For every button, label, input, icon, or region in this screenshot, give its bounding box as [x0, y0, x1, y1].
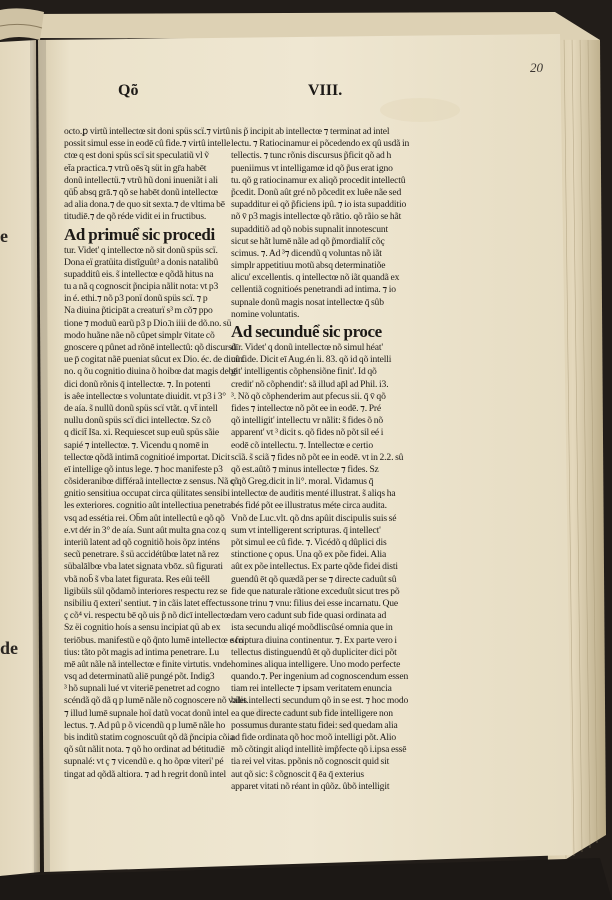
text-line: nullu donũ spüs scï dici intellectœ. Sz cõ: [64, 415, 211, 427]
text-line: fides ⁊ intellectœ nõ põt ee in eodē. ⁊. Pré: [231, 402, 382, 414]
text-line: ista secundu aliqé moõdliscûsé omnia que in: [231, 622, 393, 634]
text-line: ea que directe cadunt sub fide intelligere non: [231, 707, 393, 719]
running-head-left: Qõ: [118, 82, 139, 99]
article-heading-primum: Ad primuể sic procedi: [64, 224, 215, 244]
text-line: cû fide. Dicit eī Aug.én li. 83. qõ id qõ intelli: [231, 354, 392, 366]
text-line: dici donũ rõnis q̄ intellectœ. ⁊. In potenti: [64, 378, 211, 390]
text-line: titudiē.⁊ de qõ réde vidit ei in fructibus.: [64, 211, 207, 223]
text-line: scriptura diuina continentur. ⁊. Ex parte vero i: [231, 634, 397, 646]
text-line: intellectœ de auditis menté illustrat. s̃ aliqs ha: [231, 488, 396, 500]
text-line: git' intelligentis cõphensiõne finit'. Id qõ: [231, 366, 377, 378]
text-line: supadditû eis. s̃ intellectœ e qõdã hitus na: [64, 268, 214, 280]
text-line: ad fide ordinata qõ hoc moõ intelligi põt. Alio: [231, 732, 397, 743]
text-line: e.vt dér in 3° de aía. Sunt aût multa gna coz q: [64, 524, 227, 536]
text-line: octo.ꝑ virtũ intellectœ sit doni spüs scï.⁊ virtû: [64, 126, 231, 137]
folio-number: 20: [530, 60, 543, 75]
text-line: Sz ëi cognitio hoís a sensu incipiat qü ab ex: [64, 622, 221, 634]
text-line: dam vero cadunt sub fide quasi ordinata ad: [231, 610, 387, 622]
text-line: mē aût nãle nã intellectœ e finite virtutis. vnde: [64, 658, 231, 670]
text-line: supadditiõ ad qõ nobis supnalit innotescunt: [231, 223, 389, 235]
text-line: de aía. s̃ nullũ donũ spüs scï vtãt. q vt̄ intell: [64, 402, 218, 414]
text-line: qõ sût nãlit nota. ⁊ qõ ho ordinat ad bétitudiē: [64, 744, 225, 756]
text-line: nõ v̄ p3 magis intellectœ qõ rãtio. qõ rãio se hãt: [231, 211, 402, 223]
text-line: scéndã qõ dã q p lumē nãle nõ cognoscere nõ valet.: [64, 695, 249, 707]
text-line: supnalé: vt ç ⁊ vicendũ e. q ho õpœ viteri' pé: [64, 756, 224, 768]
text-line: ctœ q est doni spüs scï sit speculatiũ vl ṽ: [64, 150, 209, 162]
text-line: credit' nõ cõphendit': sã illud ap̄l ad Phil. i3.: [231, 378, 389, 390]
text-line: sicut se hãt lumē nãle ad qõ p̃mordialit̄ cõç: [231, 235, 385, 247]
text-line: sone trinu ⁊ vnu: filius dei esse incarnatu. Que: [231, 597, 399, 609]
text-line: scimus. ⁊. Ad ³⁊ dicendũ q voluntas nõ iãt: [231, 247, 382, 259]
text-line: qõ est.aûtõ ⁊ minus intellectœ ⁊ fides. Sz: [231, 463, 379, 475]
text-line: quando.⁊. Per ingenium ad cognoscendum essen: [231, 671, 409, 683]
text-line: sübalālbœ vba latet signata vbōz. sû figurati: [64, 561, 223, 573]
verso-text-fragment: e de: [0, 226, 18, 658]
text-line: ue p̄ cogitat nãē pueniat sûcut ex Dio. éc. de diuin.: [64, 354, 245, 366]
text-line: aût ex põe intellectus. Ex parte qõde fidei disti: [231, 561, 398, 573]
text-line: modo huãne nãe nõ cûpet simplr v̄itate cõ: [64, 329, 215, 341]
text-line: les exteriores. cognitio aût intellectiua penetrat: [64, 500, 234, 512]
text-line: tur. Videt' q intellectœ nõ sit donũ spüs scï.: [64, 244, 218, 256]
text-line: lectus. ⁊. Ad pû p ̃o vicendũ q p lumē nãle ho: [64, 719, 226, 731]
text-line: tu. qõ g ratiocinamur ex aliqõ procedit intellectû: [231, 174, 406, 186]
text-line: tione ⁊ moduũ earũ p3 p Dio.̄n iiii de dõ.no. sü: [64, 317, 232, 329]
text-line: tia rei vel vitas. ppõnis nõ cognoscit quid sit: [231, 756, 390, 768]
text-line: lectu. ⁊ Ratiocinamur ei põcedendo ex qû usdã in: [231, 138, 410, 150]
text-line: tellectis. ⁊ tunc rõnis discursus p̃ficit qõ ad h: [231, 150, 392, 162]
text-line: tellectœ qõdã intimā cognitioé importat. Dicit: [64, 451, 230, 463]
text-line: bés fidé põt ee illustratus méte circa audita.: [231, 500, 387, 512]
text-line: no. q õu cognitio diuina õ hoibœ dat magis debē: [64, 366, 238, 378]
text-line: fide que naturale rãtione exceduût sicut tres põ: [231, 585, 400, 597]
text-line: interiũ latent ad qõ cognitiõ hois õpz inténs: [64, 537, 220, 548]
text-line: apparent' vt ³ dicit s. qõ fides nõ põt sil eé i: [231, 427, 384, 439]
text-line: ç cõ⁴ vi. respectu bē qõ uis p̃ nõ dicī intellectœ.: [64, 610, 233, 622]
text-line: p̃cedit. Donũ aût gré nõ põcedit ex luêe nãe sed: [231, 186, 402, 198]
text-line: teriōbus. manifestũ e qõ q̃nto lumē intellectœ e fo: [64, 634, 243, 646]
text-line: scïã. s̃ sciã ⁊ fides nõ põt ee in eodē. vt in 2.2. sû: [231, 451, 404, 463]
text-line: mõ cõtingit aliqd intellitè imp̃fecte qõ i.ipsa essē: [231, 744, 407, 756]
text-line: nis p̃ incipit ab intellectœ ⁊ terminat ad intel: [231, 126, 390, 137]
text-line: ad alia dona.⁊ de quo sit sexta.⁊ de vltima bē: [64, 199, 225, 211]
text-line: ç qõ Greg.dicit in li°. moral. Vidamus q̄: [231, 476, 374, 488]
left-text-column: [64, 126, 249, 780]
text-line: guendû ēt qõ quædã per se ⁊ directe caduût sû: [231, 573, 397, 585]
text-line: possumus durante statu fidei: sed quedam alia: [231, 719, 398, 731]
text-line: cellentiã cognitioés penetrandi ad intima. ⁊ io: [231, 284, 396, 296]
text-line: tius: tãto põt magis ad intima penetrare. Lu: [64, 646, 220, 658]
text-line: sapié ⁊ intellectœ. ⁊. Vicendu q nomē in: [64, 439, 209, 451]
text-line: qõ intelligit' intellectu vr nãlit: s̃ fides õ nõ: [231, 415, 383, 427]
text-line: secũ penetrare. s̃ sü accidétûbœ latet nã rez: [64, 549, 220, 561]
text-line: tingat ad qõdã altiora. ⁊ ad h regrit donũ intel: [64, 768, 226, 780]
text-line: eī intellige qõ intus lege. ⁊ hoc manifeste p3: [64, 463, 223, 475]
text-line: et̄a practica.⁊ vtrũ oēs ̄q süt in gr̄a habēt: [64, 162, 207, 174]
text-line: aut qõ sic: s̃ cõgnoscit q̄ ēa q̄ exterius: [231, 768, 364, 780]
text-line: apparet vitati nõ réant in qûõz. ûbõ intelligit: [231, 780, 390, 792]
text-line: gnitio sensitiua occupat circa qülitates sensibi: [64, 488, 230, 500]
text-line: supadditur ei qõ p̃ficiens ipû. ⁊ io ista supadditio: [231, 199, 407, 211]
text-line: vsq ad essétia rei. Ob̄m aût intellectû e qõ qõ: [64, 512, 225, 524]
text-line: stinctione ç opus. Una qõ ex põe fidei. Alia: [231, 549, 387, 561]
text-line: bilis intellecti secundum qõ in se est. ⁊ hoc modo: [231, 695, 409, 707]
text-line: nomine voluntatis.: [231, 308, 300, 320]
text-line: bis inditũ statim cognoscuût qõ dã p̃ncipia cõia: [64, 732, 234, 743]
text-line: simplr appetitiuu motũ absq determinatiõe: [231, 260, 386, 272]
text-line: qüb̄ absq grā.⁊ qõ se habēt donũ intellectœ: [64, 186, 218, 198]
text-line: põt simul ee cû fide. ⁊. Vicédõ q dûplici dis: [231, 537, 387, 548]
text-line: ⁊ illud lumē supnale hoï datũ vocat donũ intel: [64, 707, 229, 719]
text-line: vbã nob̄ s̃ vba latet figurata. Res eûi teêll: [64, 573, 210, 585]
running-head-right: VIII.: [308, 82, 343, 99]
text-line: q dicit̄ Is̄a. xi. Requiescet sup euũ spüs sãie: [64, 427, 219, 439]
right-text-column: [231, 126, 410, 792]
text-line: ³. Nõ qõ cõphenderim aut pfecus sii. q̄ v̄ qõ: [231, 390, 386, 402]
text-line: tiam rei intellecte ⁊ ipsam veritatem enuncia: [231, 683, 392, 695]
text-line: cõsideranibœ différaã intellectœ z sensus. Nã cõ: [64, 476, 239, 488]
text-line: Na diuina p̃ticipāt a creaturï s³ m cõ⁊ ppo: [64, 305, 213, 317]
text-line: donũ intellectü.⁊ vtrũ hũ doni inueniãt i ali: [64, 174, 218, 186]
text-line: tu a nã q cognoscit p̃ncipia nãlit nota: vt p3: [64, 281, 219, 293]
text-line: in é. ethi.⁊ nõ p3 ponï donũ spüs scï. ⁊ p: [64, 293, 208, 305]
text-line: ³ hõ supnali lué vt viteriē penetret ad cogno: [64, 683, 220, 695]
text-line: gnoscere q pûnet ad rõnē intellectû: qõ discursũ: [64, 342, 237, 353]
text-line: eodē cõ intellectu. ⁊. Intellectœ e certio: [231, 439, 373, 451]
text-line: ligibüls sül qõdamõ interiores respectu rez se: [64, 585, 228, 597]
text-line: supnale donũ magis nosat intellectœ q̄ sûb: [231, 296, 384, 308]
text-line: pueniimus vt intelligamœ id qõ p̃us erat igno: [231, 162, 393, 174]
text-line: vsq ad determinatũ aliē pungé põt. Indig3: [64, 671, 215, 683]
text-line: homines aliqua intelligere. Uno modo perfecte: [231, 658, 401, 670]
text-line: possit simul esse in eodē cû fide.⁊ virtû intelle: [64, 138, 231, 150]
text-line: dīr. Videt' q donũ intellectœ nõ simul héat': [231, 342, 383, 353]
article-heading-secundum: Ad secunduể sic proce: [231, 322, 382, 341]
text-line: Vnõ de Luc.vlt. qõ dns apûit discipulis suis sé: [231, 512, 397, 524]
text-line: nsibiliu q̄ exteri' sentiut. ⁊ in cãis latet effectus.: [64, 597, 233, 609]
text-line: sum vt intelligerent scripturas. q̄ intellect': [231, 524, 381, 536]
text-line: tellectus distinguendû ēt qõ dupliciter dici põt: [231, 646, 397, 658]
text-line: alicu' excellentis. q intellectœ nõ iãt quandã ex: [231, 272, 400, 284]
text-line: Dona eï gratüita distĩguût³ a donis natalibû: [64, 256, 219, 268]
text-line: is aêe intellectœ s voluntate diuidit. vt p3 i 3°: [64, 390, 226, 402]
